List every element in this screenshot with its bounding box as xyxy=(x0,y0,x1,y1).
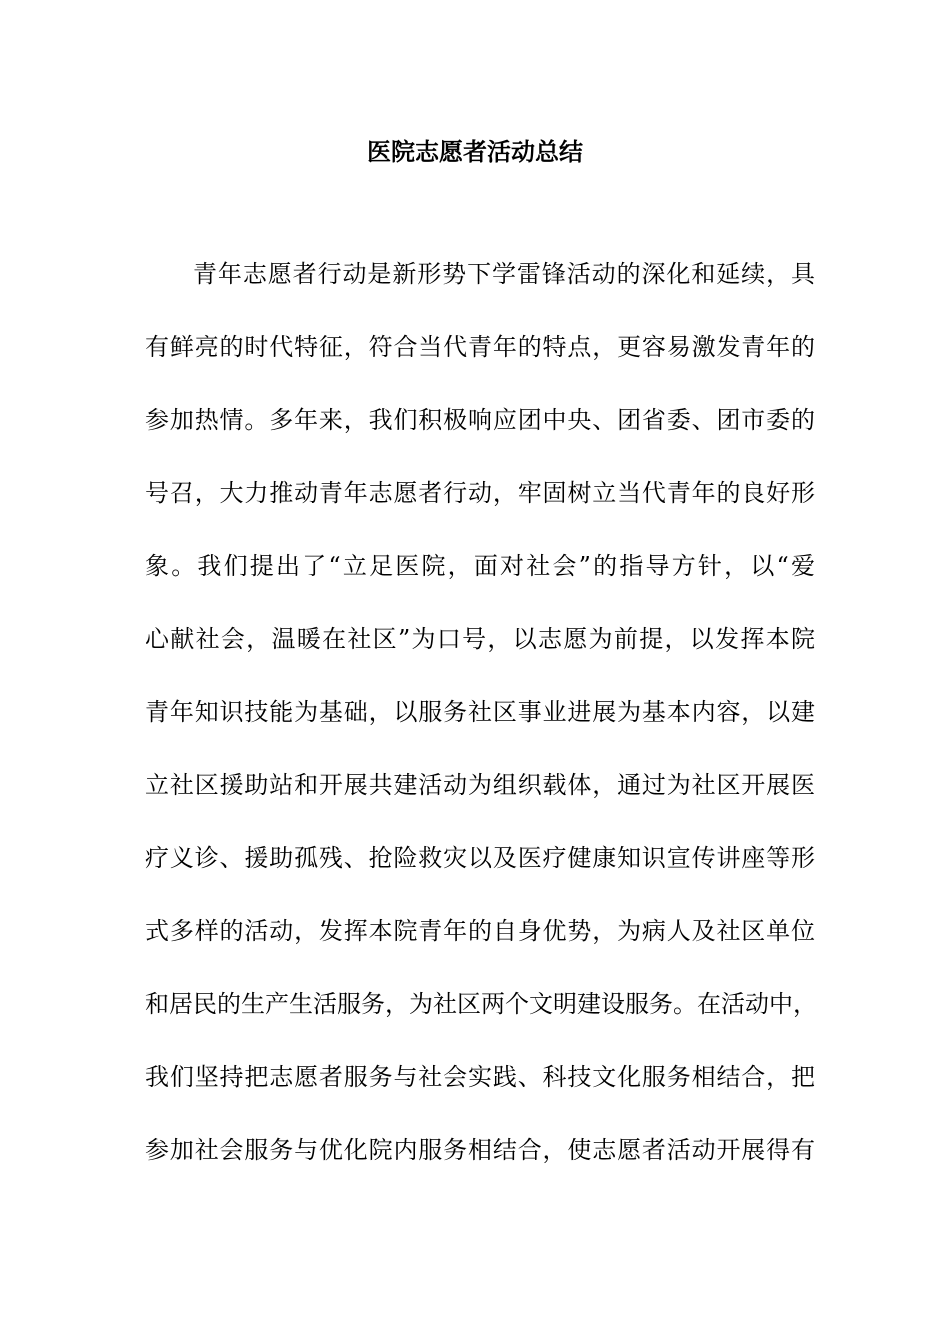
paragraph-line: 有鲜亮的时代特征，符合当代青年的特点，更容易激发青年的 xyxy=(145,333,815,361)
paragraph-line: 参加热情。多年来，我们积极响应团中央、团省委、团市委的 xyxy=(145,406,815,434)
paragraph-line: 青年志愿者行动是新形势下学雷锋活动的深化和延续，具 xyxy=(193,260,815,288)
paragraph-line: 疗义诊、援助孤残、抢险救灾以及医疗健康知识宣传讲座等形 xyxy=(145,844,815,872)
paragraph-line: 象。我们提出了“立足医院，面对社会”的指导方针，以“爱 xyxy=(145,552,815,580)
paragraph-line: 青年知识技能为基础，以服务社区事业进展为基本内容，以建 xyxy=(145,698,815,726)
paragraph-line: 号召，大力推动青年志愿者行动，牢固树立当代青年的良好形 xyxy=(145,479,815,507)
paragraph-line: 式多样的活动，发挥本院青年的自身优势，为病人及社区单位 xyxy=(145,917,815,945)
paragraph-line: 立社区援助站和开展共建活动为组织载体，通过为社区开展医 xyxy=(145,771,815,799)
paragraph-line: 我们坚持把志愿者服务与社会实践、科技文化服务相结合，把 xyxy=(145,1063,815,1091)
paragraph-line: 和居民的生产生活服务，为社区两个文明建设服务。在活动中， xyxy=(145,990,817,1018)
paragraph-line: 参加社会服务与优化院内服务相结合，使志愿者活动开展得有 xyxy=(145,1136,815,1164)
document-body xyxy=(145,256,815,1205)
paragraph-line: 心献社会，温暖在社区”为口号，以志愿为前提，以发挥本院 xyxy=(145,625,815,653)
document-title: 医院志愿者活动总结 xyxy=(367,137,583,166)
